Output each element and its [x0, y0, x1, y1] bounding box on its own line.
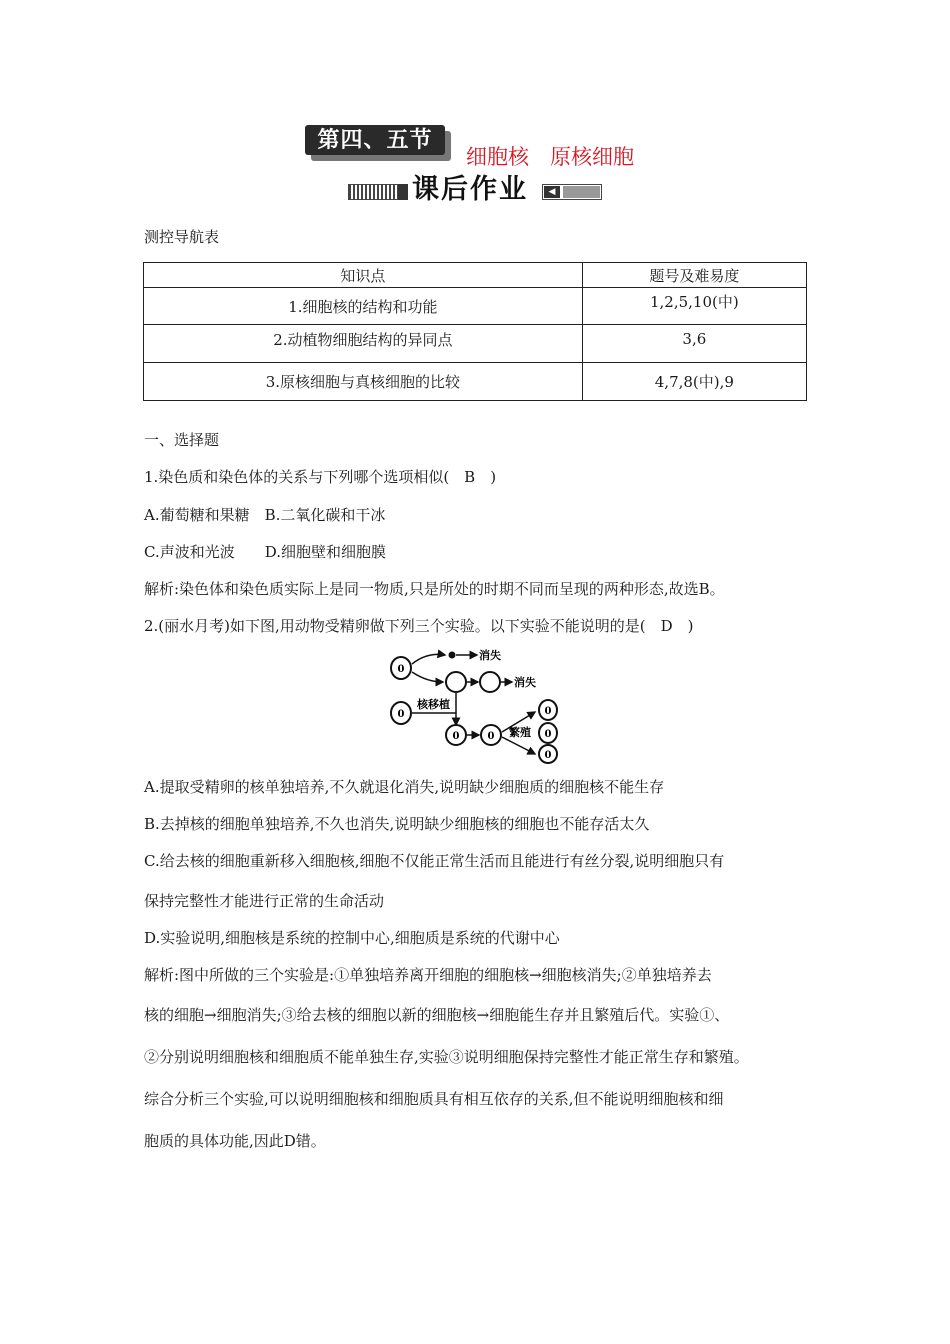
nav-table [143, 262, 807, 401]
cell-mark: 0 [544, 706, 552, 717]
cell-mark: 0 [544, 729, 552, 740]
cell-mark: 0 [544, 750, 552, 761]
label-disappear-2: 消失 [514, 676, 536, 689]
table-row [144, 363, 807, 401]
table-header-row [144, 263, 807, 288]
q1-options-cd: C.声波和光波 D.细胞壁和细胞膜 [144, 543, 386, 561]
q1-analysis: 解析:染色体和染色质实际上是同一物质,只是所处的时期不同而呈现的两种形态,故选B。 [144, 580, 725, 598]
q2-analysis-line3: ②分别说明细胞核和细胞质不能单独生存,实验③说明细胞保持完整性才能正常生存和繁殖。 [144, 1048, 749, 1066]
section-heading: 一、选择题 [144, 431, 220, 449]
table-row [144, 288, 807, 325]
arrow-left-icon: ◀ [544, 186, 560, 198]
table-row [144, 325, 807, 363]
cell-mark: 0 [452, 731, 460, 742]
table-cell-topic: 2.动植物细胞结构的异同点 [144, 325, 583, 363]
section-title: 细胞核 原核细胞 [466, 145, 634, 169]
q2-option-b: B.去掉核的细胞单独培养,不久也消失,说明缺少细胞核的细胞也不能存活太久 [144, 815, 650, 833]
cell-mark: 0 [397, 664, 405, 675]
section-badge-label: 第四、五节 [305, 125, 445, 155]
homework-title: 课后作业 [412, 174, 528, 205]
section-badge [305, 125, 453, 161]
q2-stem: 2.(丽水月考)如下图,用动物受精卵做下列三个实验。以下实验不能说明的是( D ) [144, 617, 694, 635]
enucleated-cell [446, 672, 466, 692]
arrow-reproduce-down [502, 737, 535, 754]
table-cell-questions: 4,7,8(中),9 [582, 363, 806, 401]
arrow-to-enucleated-cell [412, 672, 443, 682]
experiment-diagram [385, 644, 565, 764]
table-cell-topic: 1.细胞核的结构和功能 [144, 288, 583, 325]
label-disappear-1: 消失 [479, 649, 501, 662]
q2-analysis-line4: 综合分析三个实验,可以说明细胞核和细胞质具有相互依存的关系,但不能说明细胞核和细 [144, 1090, 724, 1108]
table-cell-topic: 3.原核细胞与真核细胞的比较 [144, 363, 583, 401]
q2-option-c-line2: 保持完整性才能进行正常的生命活动 [144, 892, 385, 910]
isolated-nucleus [449, 652, 456, 659]
table-cell-questions: 1,2,5,10(中) [582, 288, 806, 325]
label-reproduce: 繁殖 [509, 726, 531, 739]
q1-options-ab: A.葡萄糖和果糖 B.二氧化碳和干冰 [144, 506, 386, 524]
enucleated-cell-2 [480, 672, 500, 692]
arrow-to-nucleus [412, 654, 445, 664]
q2-analysis-line1: 解析:图中所做的三个实验是:①单独培养离开细胞的细胞核→细胞核消失;②单独培养去 [144, 966, 712, 984]
table-cell-questions: 3,6 [582, 325, 806, 363]
table-caption: 测控导航表 [144, 228, 220, 246]
q1-stem: 1.染色质和染色体的关系与下列哪个选项相似( B ) [144, 468, 497, 486]
q2-analysis-line5: 胞质的具体功能,因此D错。 [144, 1132, 326, 1150]
table-header-topic: 知识点 [144, 263, 583, 288]
q2-analysis-line2: 核的细胞→细胞消失;③给去核的细胞以新的细胞核→细胞能生存并且繁殖后代。实验①、 [144, 1006, 730, 1024]
table-header-questions: 题号及难易度 [582, 263, 806, 288]
label-transplant: 核移植 [417, 698, 450, 711]
q2-option-a: A.提取受精卵的核单独培养,不久就退化消失,说明缺少细胞质的细胞核不能生存 [144, 778, 665, 796]
cell-mark: 0 [397, 709, 405, 720]
q2-option-d: D.实验说明,细胞核是系统的控制中心,细胞质是系统的代谢中心 [144, 929, 560, 947]
homework-banner-right-decoration [542, 184, 602, 200]
homework-banner-left-decoration [348, 184, 408, 200]
q2-option-c-line1: C.给去核的细胞重新移入细胞核,细胞不仅能正常生活而且能进行有丝分裂,说明细胞只有 [144, 852, 725, 870]
cell-mark: 0 [487, 731, 495, 742]
